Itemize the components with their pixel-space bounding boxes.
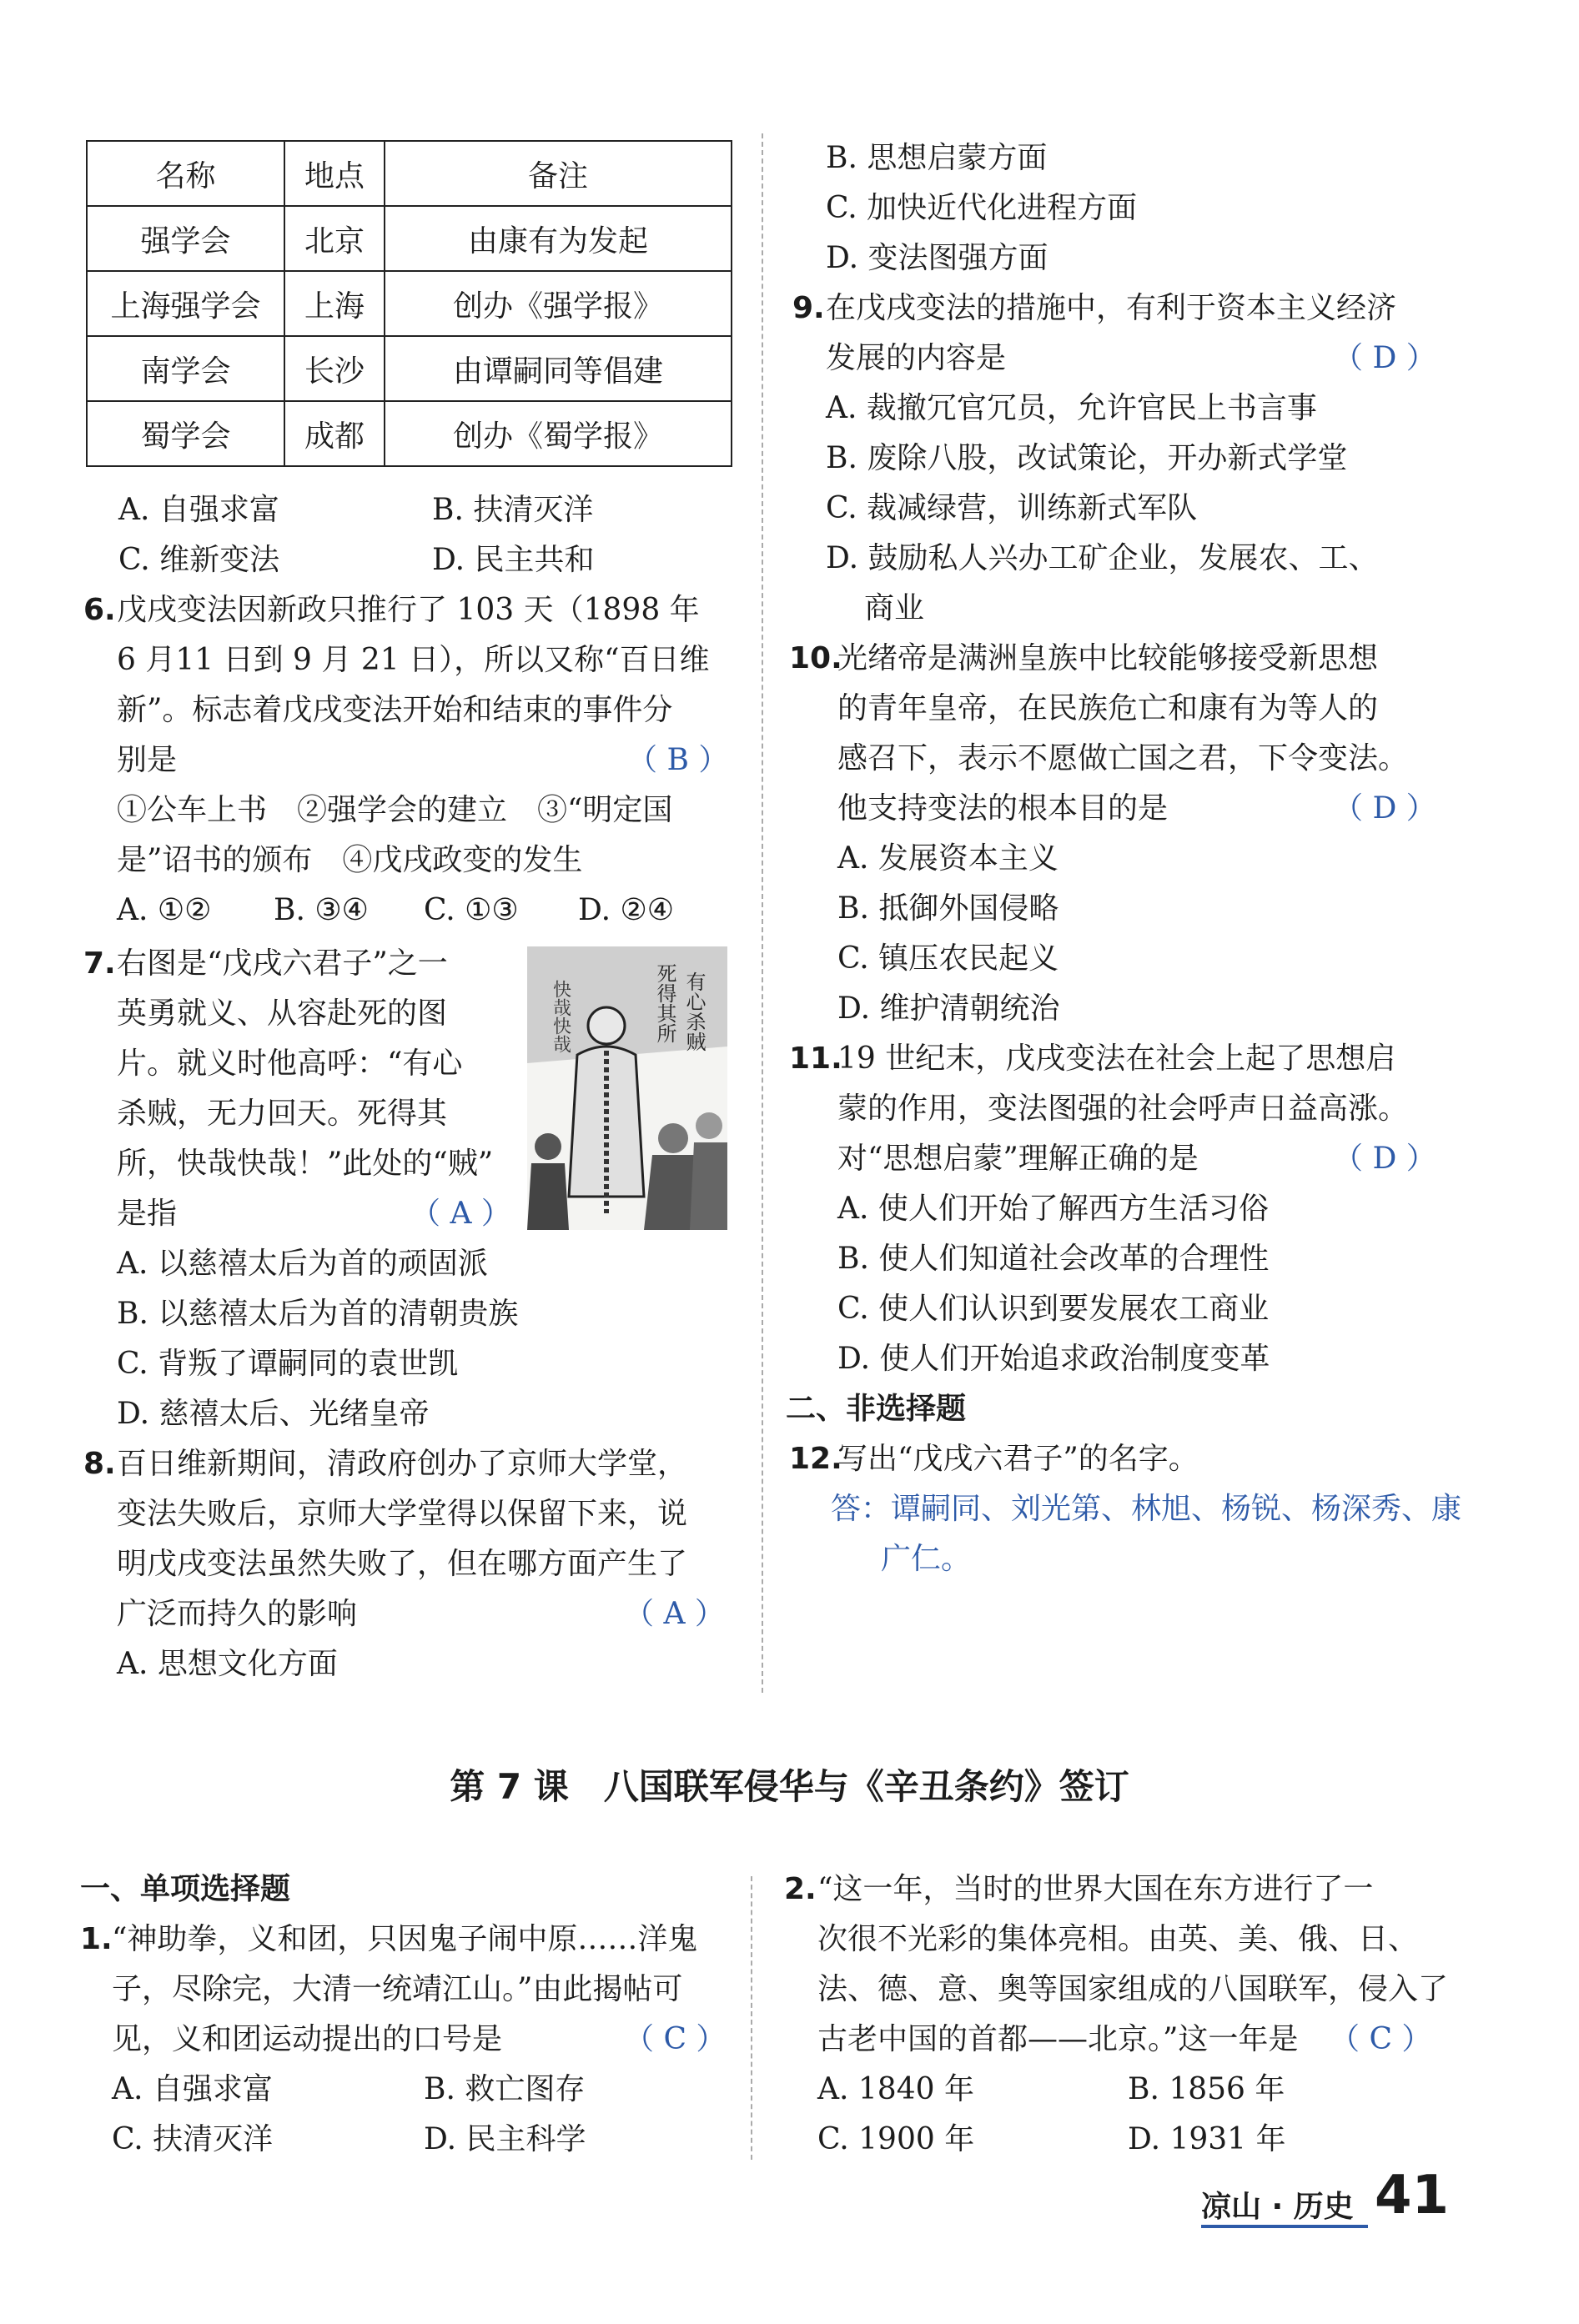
q9-option-d-cont: 商业 bbox=[864, 591, 925, 625]
table-header-cell: 名称 bbox=[87, 141, 284, 206]
execution-illustration bbox=[527, 946, 727, 1230]
q10-answer: （ D ） bbox=[1333, 791, 1436, 826]
l7q1-stem-line: “神助拳，义和团，只因鬼子闹中原……洋鬼 bbox=[112, 1922, 698, 1956]
l7q1-option-b[interactable]: B. 救亡图存 bbox=[424, 2072, 586, 2106]
l7q2-answer: （ C ） bbox=[1330, 2022, 1432, 2056]
l7q1-option-d[interactable]: D. 民主科学 bbox=[424, 2122, 586, 2156]
q8-answer: （ A ） bbox=[624, 1597, 725, 1631]
q11-answer: （ D ） bbox=[1333, 1142, 1436, 1176]
q5-option-b[interactable]: B. 扶清灭洋 bbox=[432, 493, 594, 527]
q8-option-d[interactable]: D. 变法图强方面 bbox=[826, 241, 1048, 275]
question-number: 1. bbox=[80, 1922, 113, 1956]
image-caption-2: 死得其所 bbox=[653, 963, 676, 1043]
l7q2-option-d[interactable]: D. 1931 年 bbox=[1128, 2122, 1286, 2156]
q11-stem-line: 对“思想启蒙”理解正确的是 bbox=[837, 1142, 1199, 1176]
l7q1-option-a[interactable]: A. 自强求富 bbox=[112, 2072, 273, 2106]
q6-option-d[interactable]: D. ②④ bbox=[578, 893, 675, 927]
l7q2-stem-line: “这一年，当时的世界大国在东方进行了一 bbox=[817, 1872, 1374, 1906]
table-row bbox=[87, 336, 732, 401]
question-number: 12. bbox=[789, 1442, 842, 1476]
table-cell: 蜀学会 bbox=[87, 401, 284, 466]
q7-stem-line: 片。就义时他高呼：“有心 bbox=[117, 1047, 463, 1081]
table-cell: 创办《强学报》 bbox=[385, 271, 732, 336]
image-caption-3: 快哉快哉 bbox=[550, 980, 571, 1053]
l7q1-option-c[interactable]: C. 扶清灭洋 bbox=[112, 2122, 274, 2156]
question-number: 2. bbox=[784, 1872, 817, 1906]
table-cell: 强学会 bbox=[87, 206, 284, 271]
l7q1-stem-line: 子，尽除完，大清一统靖江山。”由此揭帖可 bbox=[112, 1972, 683, 2006]
table-cell: 成都 bbox=[284, 401, 385, 466]
q11-option-b[interactable]: B. 使人们知道社会改革的合理性 bbox=[837, 1242, 1270, 1276]
q6-answer: （ B ） bbox=[627, 743, 729, 777]
table-header-row bbox=[87, 141, 732, 206]
q6-stem-line: 新”。标志着戊戌变法开始和结束的事件分 bbox=[117, 693, 673, 727]
q8-option-b[interactable]: B. 思想启蒙方面 bbox=[826, 141, 1048, 175]
q7-option-b[interactable]: B. 以慈禧太后为首的清朝贵族 bbox=[117, 1297, 519, 1331]
q6-stem-line: 戊戌变法因新政只推行了 103 天（1898 年 bbox=[117, 593, 700, 627]
q6-option-b[interactable]: B. ③④ bbox=[274, 893, 369, 927]
l7q2-option-c[interactable]: C. 1900 年 bbox=[817, 2122, 975, 2156]
q11-option-c[interactable]: C. 使人们认识到要发展农工商业 bbox=[837, 1292, 1270, 1326]
column-divider bbox=[751, 1876, 752, 2160]
q9-option-b[interactable]: B. 废除八股，改试策论，开办新式学堂 bbox=[826, 441, 1348, 475]
q7-option-a[interactable]: A. 以慈禧太后为首的顽固派 bbox=[117, 1247, 488, 1281]
q9-answer: （ D ） bbox=[1333, 341, 1436, 375]
table-row bbox=[87, 206, 732, 271]
q9-stem-line: 发展的内容是 bbox=[826, 341, 1007, 375]
column-divider bbox=[762, 133, 763, 1693]
question-number: 8. bbox=[83, 1447, 116, 1481]
table-row bbox=[87, 401, 732, 466]
question-number: 10. bbox=[789, 641, 842, 675]
table-row bbox=[87, 271, 732, 336]
question-number: 11. bbox=[789, 1042, 842, 1076]
q10-option-c[interactable]: C. 镇压农民起义 bbox=[837, 941, 1059, 976]
q6-items-line: 是”诏书的颁布 ④戊戌政变的发生 bbox=[117, 843, 583, 877]
q9-stem-line: 在戊戌变法的措施中，有利于资本主义经济 bbox=[826, 291, 1397, 325]
table-cell: 上海强学会 bbox=[87, 271, 284, 336]
q7-stem-line: 英勇就义、从容赴死的图 bbox=[117, 996, 448, 1031]
l7q1-answer: （ C ） bbox=[624, 2022, 727, 2056]
question-number: 7. bbox=[83, 946, 116, 981]
q8-stem-line: 变法失败后，京师大学堂得以保留下来，说 bbox=[117, 1497, 688, 1531]
q12-answer-line: 答：谭嗣同、刘光第、林旭、杨锐、杨深秀、康 bbox=[831, 1492, 1462, 1526]
q8-option-c[interactable]: C. 加快近代化进程方面 bbox=[826, 191, 1138, 225]
q6-stem-line: 6 月11 日到 9 月 21 日），所以又称“百日维 bbox=[117, 643, 710, 677]
image-caption-1: 有心杀贼 bbox=[682, 971, 706, 1052]
q7-option-c[interactable]: C. 背叛了谭嗣同的袁世凯 bbox=[117, 1347, 459, 1381]
q10-stem-line: 光绪帝是满洲皇族中比较能够接受新思想 bbox=[837, 641, 1379, 675]
q8-option-a[interactable]: A. 思想文化方面 bbox=[117, 1647, 338, 1681]
q11-stem-line: 蒙的作用，变法图强的社会呼声日益高涨。 bbox=[837, 1092, 1409, 1126]
footer-underline bbox=[1201, 2225, 1368, 2228]
q8-stem-line: 百日维新期间，清政府创办了京师大学堂， bbox=[117, 1447, 688, 1481]
q11-option-a[interactable]: A. 使人们开始了解西方生活习俗 bbox=[837, 1192, 1269, 1226]
q7-stem-line: 所，快哉快哉！”此处的“贼” bbox=[117, 1147, 494, 1181]
q11-stem-line: 19 世纪末，戊戌变法在社会上起了思想启 bbox=[837, 1042, 1396, 1076]
table-cell: 长沙 bbox=[284, 336, 385, 401]
q10-option-d[interactable]: D. 维护清朝统治 bbox=[837, 991, 1060, 1026]
q6-items-line: ①公车上书 ②强学会的建立 ③“明定国 bbox=[117, 793, 673, 827]
q5-option-c[interactable]: C. 维新变法 bbox=[118, 543, 280, 577]
q7-stem-line: 杀贼，无力回天。死得其 bbox=[117, 1097, 448, 1131]
table-cell: 北京 bbox=[284, 206, 385, 271]
q7-answer: （ A ） bbox=[410, 1197, 511, 1231]
table-cell: 南学会 bbox=[87, 336, 284, 401]
question-number: 6. bbox=[83, 593, 116, 627]
q10-stem-line: 的青年皇帝，在民族危亡和康有为等人的 bbox=[837, 691, 1379, 725]
table-header-cell: 备注 bbox=[385, 141, 732, 206]
table-cell: 上海 bbox=[284, 271, 385, 336]
q12-stem: 写出“戊戌六君子”的名字。 bbox=[837, 1442, 1199, 1476]
l7q2-option-b[interactable]: B. 1856 年 bbox=[1128, 2072, 1285, 2106]
q12-answer-line: 广仁。 bbox=[881, 1542, 972, 1576]
q5-option-a[interactable]: A. 自强求富 bbox=[118, 493, 279, 527]
q7-option-d[interactable]: D. 慈禧太后、光绪皇帝 bbox=[117, 1397, 430, 1431]
page-number: 41 bbox=[1375, 2165, 1450, 2226]
q9-option-d[interactable]: D. 鼓励私人兴办工矿企业，发展农、工、 bbox=[826, 541, 1379, 575]
q7-stem-line: 是指 bbox=[117, 1197, 178, 1231]
q9-option-a[interactable]: A. 裁撤冗官冗员，允许官民上书言事 bbox=[826, 391, 1317, 425]
l7q2-option-a[interactable]: A. 1840 年 bbox=[817, 2072, 974, 2106]
l7q2-stem-line: 次很不光彩的集体亮相。由英、美、俄、日、 bbox=[817, 1922, 1419, 1956]
q10-stem-line: 感召下，表示不愿做亡国之君，下令变法。 bbox=[837, 741, 1409, 776]
q6-stem-line: 别是 bbox=[117, 743, 178, 777]
q10-stem-line: 他支持变法的根本目的是 bbox=[837, 791, 1169, 826]
q10-option-a[interactable]: A. 发展资本主义 bbox=[837, 841, 1059, 876]
l7q2-stem-line: 古老中国的首都——北京。”这一年是 bbox=[817, 2022, 1299, 2056]
q7-stem-line: 右图是“戊戌六君子”之一 bbox=[117, 946, 448, 981]
q9-option-c[interactable]: C. 裁减绿营，训练新式军队 bbox=[826, 491, 1198, 525]
table-cell: 由谭嗣同等倡建 bbox=[385, 336, 732, 401]
q6-option-a[interactable]: A. ①② bbox=[117, 893, 212, 927]
q6-option-c[interactable]: C. ①③ bbox=[424, 893, 519, 927]
section-heading: 二、非选择题 bbox=[786, 1392, 967, 1426]
q8-stem-line: 广泛而持久的影响 bbox=[117, 1597, 358, 1631]
q10-option-b[interactable]: B. 抵御外国侵略 bbox=[837, 891, 1059, 926]
q5-option-d[interactable]: D. 民主共和 bbox=[432, 543, 595, 577]
footer-label: 凉山 · 历史 bbox=[1201, 2190, 1354, 2224]
question-number: 9. bbox=[792, 291, 825, 325]
section-heading: 一、单项选择题 bbox=[80, 1872, 291, 1906]
q8-stem-line: 明戊戌变法虽然失败了，但在哪方面产生了 bbox=[117, 1547, 688, 1581]
lesson-title: 第 7 课 八国联军侵华与《辛丑条约》签订 bbox=[450, 1766, 1129, 1807]
table-header-cell: 地点 bbox=[284, 141, 385, 206]
l7q2-stem-line: 法、德、意、奥等国家组成的八国联军，侵入了 bbox=[817, 1972, 1449, 2006]
table-cell: 创办《蜀学报》 bbox=[385, 401, 732, 466]
q11-option-d[interactable]: D. 使人们开始追求政治制度变革 bbox=[837, 1342, 1270, 1376]
info-table bbox=[86, 140, 732, 467]
l7q1-stem-line: 见，义和团运动提出的口号是 bbox=[112, 2022, 503, 2056]
table-cell: 由康有为发起 bbox=[385, 206, 732, 271]
